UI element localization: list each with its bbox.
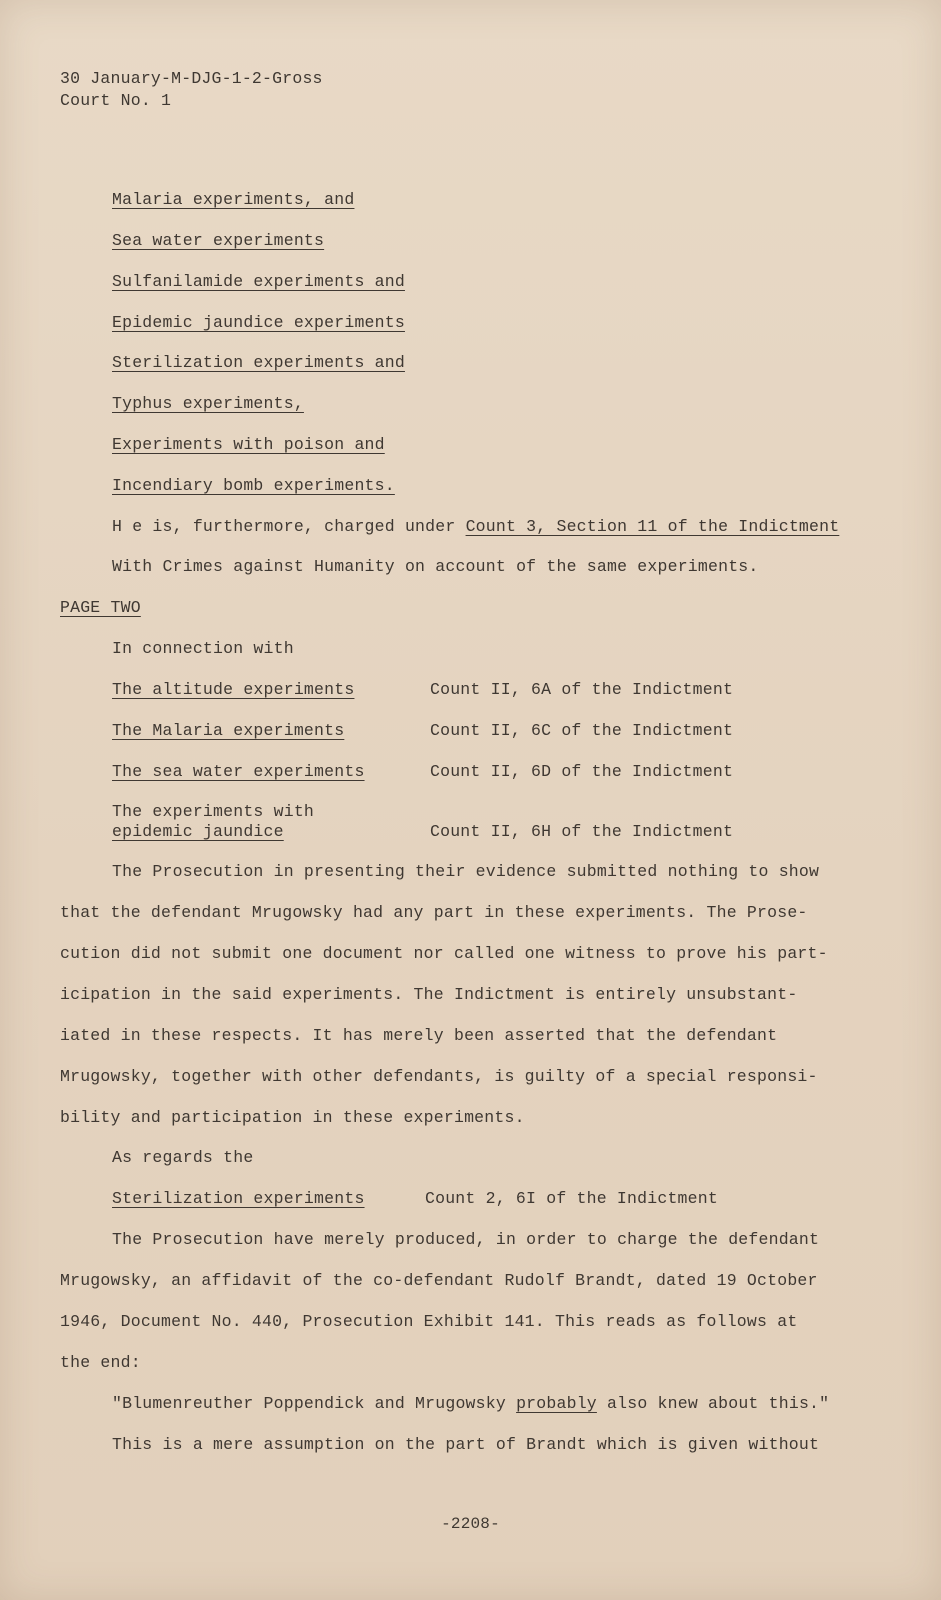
paragraph-line: The Prosecution have merely produced, in order to charge the defendant — [112, 1230, 820, 1249]
experiment-item: Sea water experiments — [112, 231, 325, 250]
paragraph-line: icipation in the said experiments. The Indictment is entirely unsubstant- — [60, 985, 798, 1004]
charge-reference: Count 3, Section 11 of the Indictment — [465, 517, 840, 536]
charge-line-2: With Crimes against Humanity on account of the same experiments. — [112, 557, 759, 576]
experiment-item: Incendiary bomb experiments. — [112, 476, 395, 495]
paragraph-line: iated in these respects. It has merely been asserted that the defendant — [60, 1026, 778, 1045]
paragraph-line: bility and participation in these experiments. — [60, 1108, 525, 1127]
counts-row-experiment: The Malaria experiments — [112, 721, 345, 740]
paragraph-line: 1946, Document No. 440, Prosecution Exhibit 141. This reads as follows at — [60, 1312, 798, 1331]
quote-before: "Blumenreuther Poppendick and Mrugowsky — [112, 1394, 517, 1413]
counts-row-count: Count II, 6H of the Indictment — [430, 822, 734, 841]
paragraph-line: The Prosecution in presenting their evidence submitted nothing to show — [112, 862, 820, 881]
paragraph-line: that the defendant Mrugowsky had any part in these experiments. The Prose- — [60, 903, 808, 922]
counts-row-experiment: The altitude experiments — [112, 680, 355, 699]
counts-row-experiment-line1: The experiments with — [112, 802, 315, 821]
paragraph-line: Mrugowsky, an affidavit of the co-defendant Rudolf Brandt, dated 19 October — [60, 1271, 818, 1290]
counts-row-count: Count II, 6C of the Indictment — [430, 721, 734, 740]
paragraph-line: cution did not submit one document nor called one witness to prove his part- — [60, 944, 828, 963]
experiment-item: Sterilization experiments and — [112, 353, 405, 372]
counts-row-experiment-line2: epidemic jaundice — [112, 822, 284, 841]
last-line: This is a mere assumption on the part of Brandt which is given without — [112, 1435, 820, 1454]
experiment-item: Typhus experiments, — [112, 394, 304, 413]
experiment-item: Experiments with poison and — [112, 435, 385, 454]
paragraph-line: Mrugowsky, together with other defendants, is guilty of a special responsi- — [60, 1067, 818, 1086]
page-number: -2208- — [441, 1515, 500, 1533]
quote-emphasis: probably — [516, 1394, 597, 1413]
quote-line — [112, 1394, 829, 1413]
experiment-item: Sulfanilamide experiments and — [112, 272, 405, 291]
charge-prefix: H e is, furthermore, charged under — [112, 517, 466, 536]
charge-line — [112, 517, 839, 536]
counts-row-experiment: The sea water experiments — [112, 762, 365, 781]
counts-row-count: Count II, 6A of the Indictment — [430, 680, 734, 699]
connection-intro: In connection with — [112, 639, 294, 658]
regards-experiment: Sterilization experiments — [112, 1189, 365, 1208]
experiment-item: Malaria experiments, and — [112, 190, 355, 209]
quote-after: also knew about this." — [596, 1394, 830, 1413]
experiment-item: Epidemic jaundice experiments — [112, 313, 405, 332]
section-heading: PAGE TWO — [60, 598, 141, 617]
regards-count: Count 2, 6I of the Indictment — [425, 1189, 718, 1208]
paragraph-line: the end: — [60, 1353, 141, 1372]
header-line-2: Court No. 1 — [60, 91, 172, 110]
regards-intro: As regards the — [112, 1148, 254, 1167]
header-line-1: 30 January-M-DJG-1-2-Gross — [60, 69, 323, 88]
counts-row-count: Count II, 6D of the Indictment — [430, 762, 734, 781]
